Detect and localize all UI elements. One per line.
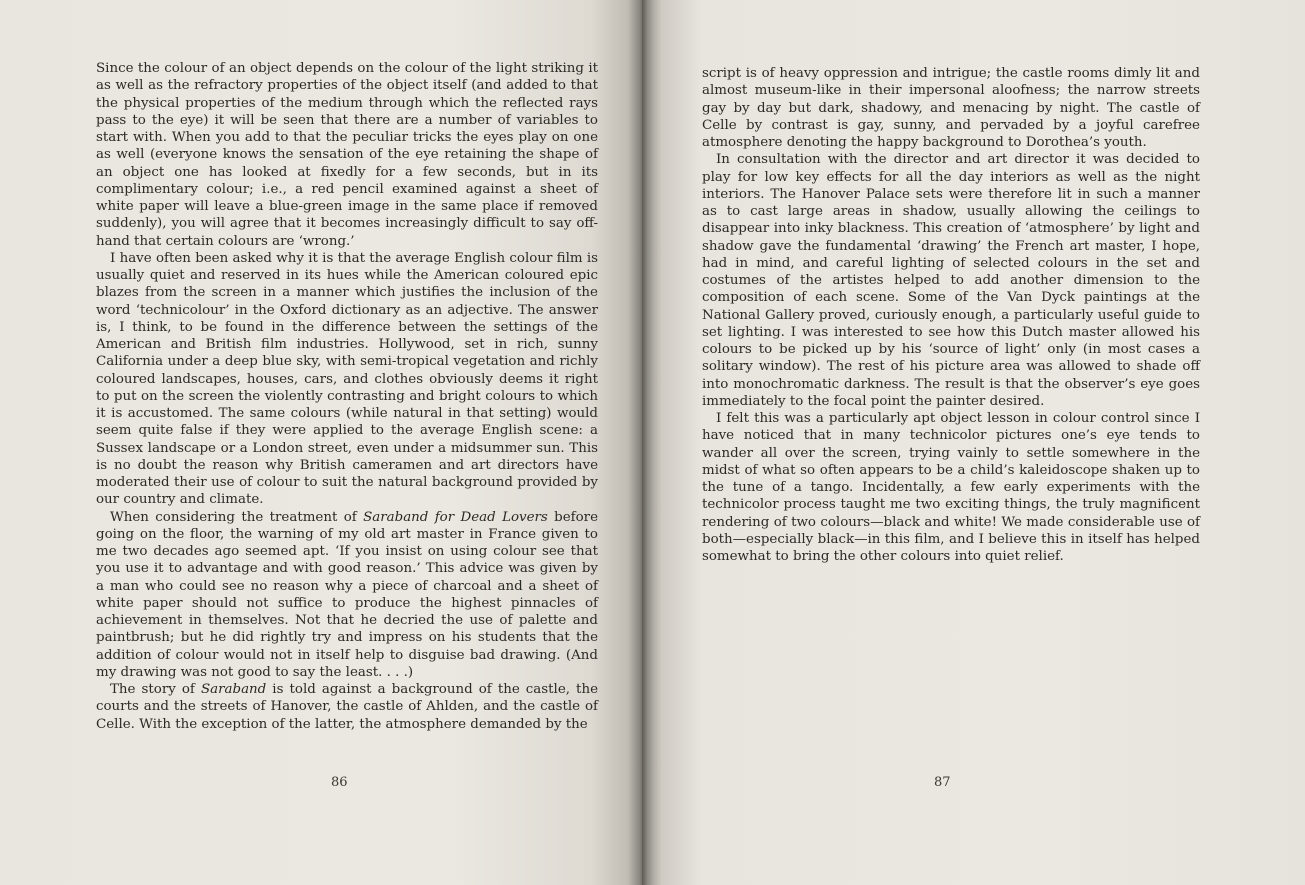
right-page xyxy=(642,0,1305,885)
text-run: In consultation with the director and art director it was decided to play for low key effects for all the day interiors as well as the night interiors. The Hanover Palace sets were therefore lit in such a manner as to cast large areas in shadow, usually allowing the ceilings to disappear into inky blackness. This creation of ‘atmosphere’ by light and shadow gave the fundamental ‘drawing’ the French art master, I hope, had in mind, and careful lighting of selected colours in the set and costumes of the artistes helped to add another dimension to the composition of each scene. Some of the Van Dyck paintings at the National Gallery proved, curiously enough, a particularly useful guide to set lighting. I was interested to see how this Dutch master allowed his colours to be picked up by his ‘source of light’ only (in most cases a solitary window). The rest of his picture area was allowed to shade off into monochromatic darkness. The result is that the observer’s eye goes immediately to the focal point the painter desired. xyxy=(702,152,1200,409)
text-run: Since the colour of an object depends on the colour of the light striking it as well as the refractory properties of the object itself (and added to that the physical properties of the medium through which the reflected rays pass to the eye) it will be seen that there are a number of variables to start with. When you add to that the peculiar tricks the eyes play on one as well (everyone knows the sensation of the eye retaining the shape of an object one has looked at fixedly for a few seconds, but in its complimentary colour; i.e., a red pencil examined against a sheet of white paper will leave a blue-green image in the same place if removed suddenly), you will agree that it becomes increasingly difficult to say off-hand that certain colours are ‘wrong.’ xyxy=(96,61,598,249)
text-run: script is of heavy oppression and intrigue; the castle rooms dimly lit and almost museum-like in their impersonal aloofness; the narrow streets gay by day but dark, shadowy, and menacing by night. The castle of Celle by contrast is gay, sunny, and pervaded by a joyful carefree atmosphere denoting the happy background to Dorothea’s youth. xyxy=(702,66,1200,150)
paragraph xyxy=(96,250,598,509)
right-page-text xyxy=(702,65,1200,565)
text-run: When considering the treatment of xyxy=(110,509,364,525)
text-run: I felt this was a particularly apt object lesson in colour control since I have noticed that in many technicolor pictures one’s eye tends to wander all over the screen, trying vainly to settle somewhere in the midst of what so often appears to be a child’s kaleidoscope shaken up to the tune of a tango. Incidentally, a few early experiments with the technicolor process taught me two exciting things, the truly magnificent rendering of two colours—black and white! We made considerable use of both—especially black—in this film, and I believe this in itself has helped somewhat to bring the other colours into quiet relief. xyxy=(702,411,1200,564)
paragraph xyxy=(96,681,598,733)
text-run: before going on the floor, the warning of my old art master in France given to me two decades ago seemed apt. ‘If you insist on using colour see that you use it to advantage and with good reason.’ This advice was given by a man who could see no reason why a piece of charcoal and a sheet of white paper should not suffice to produce the highest pinnacles of achievement in themselves. Not that he decried the use of palette and paintbrush; but he did rightly try and impress on his students that the addition of colour would not in itself help to disguise bad drawing. (And my drawing was not good to say the least. . . .) xyxy=(96,509,598,680)
text-run: is told against a background of the castle, the courts and the streets of Hanover, the castle of Ahlden, and the castle of Celle. With the exception of the latter, the atmosphere demanded by the xyxy=(96,682,598,732)
paragraph xyxy=(96,509,598,682)
left-page-number: 86 xyxy=(331,775,348,790)
left-page-text xyxy=(96,60,598,733)
text-run: The story of xyxy=(110,682,201,697)
right-page-number: 87 xyxy=(934,775,951,790)
paragraph xyxy=(702,151,1200,410)
left-page xyxy=(0,0,642,885)
paragraph xyxy=(702,410,1200,565)
paragraph xyxy=(96,60,598,250)
paragraph xyxy=(702,65,1200,151)
italic-title: Saraband for Dead Lovers xyxy=(363,509,548,525)
text-run: I have often been asked why it is that the average English colour film is usually quiet and reserved in its hues while the American coloured epic blazes from the screen in a manner which justifies the inclusion of the word ‘technicolour’ in the Oxford dictionary as an adjective. The answer is, I think, to be found in the difference between the settings of the American and British film industries. Hollywood, set in rich, sunny California under a deep blue sky, with semi-tropical vegetation and richly coloured landscapes, houses, cars, and clothes obviously deems it right to put on the screen the violently contrasting and bright colours to which it is accustomed. The same colours (while natural in that setting) would seem quite false if they were applied to the average English scene: a Sussex landscape or a London street, even under a midsummer sun. This is no doubt the reason why British cameramen and art directors have moderated their use of colour to suit the natural background provided by our country and climate. xyxy=(96,250,598,508)
italic-title: Saraband xyxy=(200,682,267,697)
